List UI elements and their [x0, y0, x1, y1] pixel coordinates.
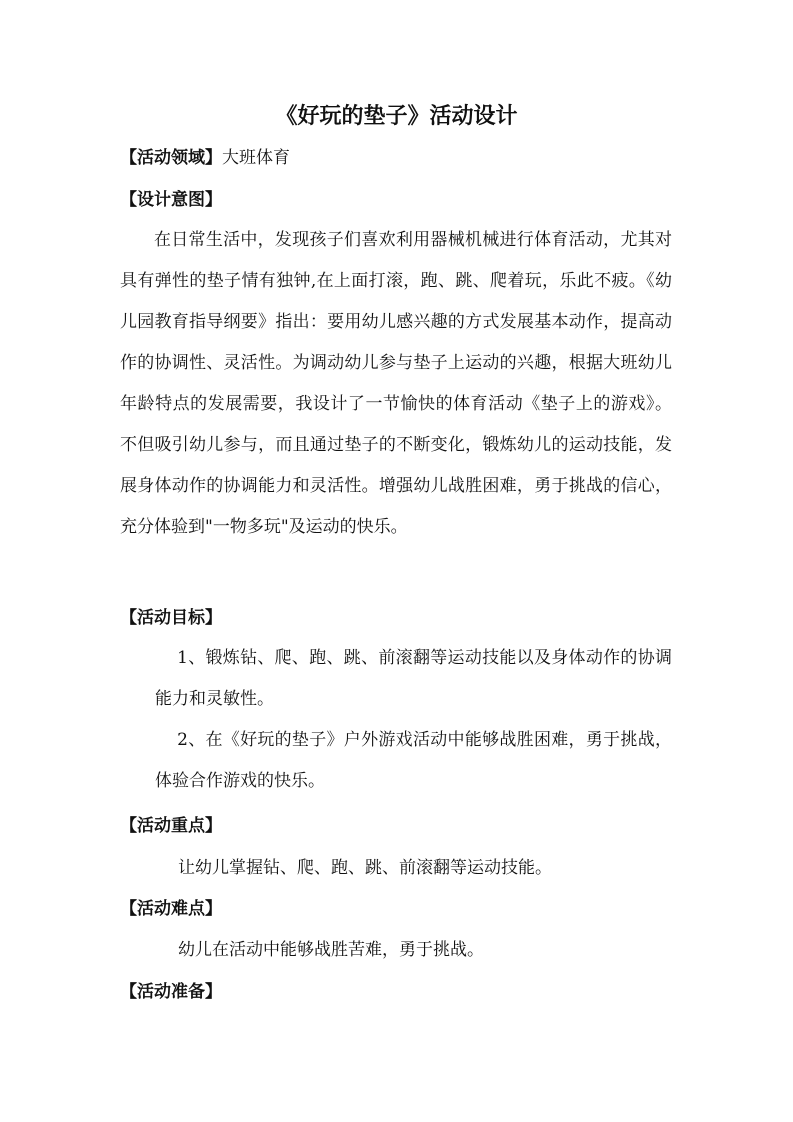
goal-item-2: 2、在《好玩的垫子》户外游戏活动中能够战胜困难，勇于挑战，体验合作游戏的快乐。 [155, 730, 672, 791]
activity-domain-heading: 【活动领域】 [120, 148, 222, 168]
key-point-heading: 【活动重点】 [120, 816, 222, 836]
design-intent-heading: 【设计意图】 [120, 190, 222, 210]
document-title: 《好玩的垫子》活动设计 [275, 103, 518, 129]
activity-goals-heading-row [120, 606, 680, 630]
design-intent-paragraph: 在日常生活中，发现孩子们喜欢利用器械机械进行体育活动，尤其对具有弹性的垫子情有独钟,在上面打滚，跑、跳、爬着玩，乐此不疲。《幼儿园教育指导纲要》指出：要用幼儿感兴趣的方式发展基本动作，提高动作的协调性、灵活性。为调动幼儿参与垫子上运动的兴趣，根据大班幼儿年龄特点的发展需要，我设计了一节愉快的体育活动《垫子上的游戏》。不但吸引幼儿参与，而且通过垫子的不断变化，锻炼幼儿的运动技能，发展身体动作的协调能力和灵活性。增强幼儿战胜困难，勇于挑战的信心，充分体验到"一物多玩"及运动的快乐。 [120, 230, 672, 537]
key-point-text: 让幼儿掌握钻、爬、跑、跳、前滚翻等运动技能。 [178, 858, 552, 878]
goal-item-1: 1、锻炼钻、爬、跑、跳、前滚翻等运动技能以及身体动作的协调能力和灵敏性。 [155, 648, 672, 709]
preparation-heading: 【活动准备】 [120, 982, 222, 1002]
difficulty-heading-row [120, 897, 680, 921]
activity-domain-value: 大班体育 [222, 148, 290, 168]
design-intent-heading-row [120, 188, 680, 212]
difficulty-text: 幼儿在活动中能够战胜苦难，勇于挑战。 [178, 940, 484, 960]
difficulty-heading: 【活动难点】 [120, 899, 222, 919]
key-point-heading-row [120, 814, 680, 838]
activity-domain-row [120, 146, 680, 170]
activity-goals-heading: 【活动目标】 [120, 608, 222, 628]
preparation-heading-row [120, 980, 680, 1004]
